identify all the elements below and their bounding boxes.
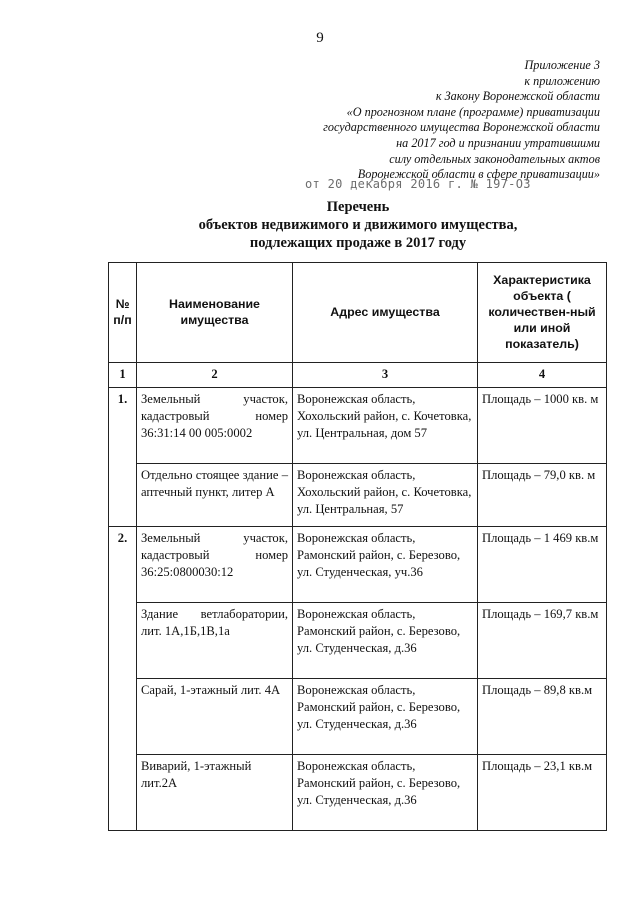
item-characteristic: Площадь – 1000 кв. м [478,388,607,464]
item-characteristic: Площадь – 23,1 кв.м [478,755,607,831]
item-address: Воронежская область, Хохольский район, с. Кочетовка, ул. Центральная, дом 57 [293,388,478,464]
item-name: Виварий, 1-этажный лит.2А [137,755,293,831]
item-address: Воронежская область, Рамонский район, с. Березово, ул. Студенческая, д.36 [293,679,478,755]
column-number: 1 [109,363,137,388]
table-header-row [109,263,607,363]
property-table [108,262,607,831]
table-row [109,603,607,679]
appendix-line: к приложению [524,73,600,88]
document-title [130,198,586,252]
header-characteristic: Характеристика объекта ( количествен-ный или иной показатель) [478,263,607,363]
group-number: 1. [109,388,137,527]
appendix-line: государственного имущества Воронежской области [323,120,600,135]
item-name: Сарай, 1-этажный лит. 4А [137,679,293,755]
page-number: 9 [316,30,324,46]
column-number: 2 [137,363,293,388]
item-characteristic: Площадь – 169,7 кв.м [478,603,607,679]
table-row [109,464,607,527]
title-line: Перечень [326,199,390,215]
item-address: Воронежская область, Рамонский район, с. Березово, ул. Студенческая, уч.36 [293,527,478,603]
item-name: Отдельно стоящее здание – аптечный пункт, литер А [137,464,293,527]
column-number-row [109,363,607,388]
appendix-line: к Закону Воронежской области [435,89,600,104]
column-number: 3 [293,363,478,388]
header-name: Наименование имущества [137,263,293,363]
item-address: Воронежская область, Рамонский район, с. Березово, ул. Студенческая, д.36 [293,755,478,831]
header-address: Адрес имущества [293,263,478,363]
table-row [109,388,607,464]
item-address: Воронежская область, Хохольский район, с. Кочетовка, ул. Центральная, 57 [293,464,478,527]
title-line: объектов недвижимого и движимого имущества, [198,217,518,233]
appendix-line: «О прогнозном плане (программе) приватизации [346,104,600,119]
appendix-header [270,58,600,183]
group-number: 2. [109,527,137,831]
table-row [109,679,607,755]
item-name: Земельный участок, кадастровый номер 36:31:14 00 005:0002 [137,388,293,464]
table-row [109,527,607,603]
item-characteristic: Площадь – 1 469 кв.м [478,527,607,603]
appendix-line: Приложение 3 [524,58,600,72]
table-row [109,755,607,831]
item-characteristic: Площадь – 89,8 кв.м [478,679,607,755]
header-number: № п/п [109,263,137,363]
column-number: 4 [478,363,607,388]
appendix-line: силу отдельных законодательных актов [389,151,600,166]
appendix-line: на 2017 год и признании утратившими [396,135,600,150]
item-name: Земельный участок, кадастровый номер 36:25:0800030:12 [137,527,293,603]
law-date-stamp: от 20 декабря 2016 г. № 197-ОЗ [305,177,531,191]
item-name: Здание ветлаборатории, лит. 1А,1Б,1В,1а [137,603,293,679]
item-address: Воронежская область, Рамонский район, с. Березово, ул. Студенческая, д.36 [293,603,478,679]
item-characteristic: Площадь – 79,0 кв. м [478,464,607,527]
title-line: подлежащих продаже в 2017 году [249,235,467,251]
appendix-line: Воронежской области в сфере приватизации» [357,167,600,182]
